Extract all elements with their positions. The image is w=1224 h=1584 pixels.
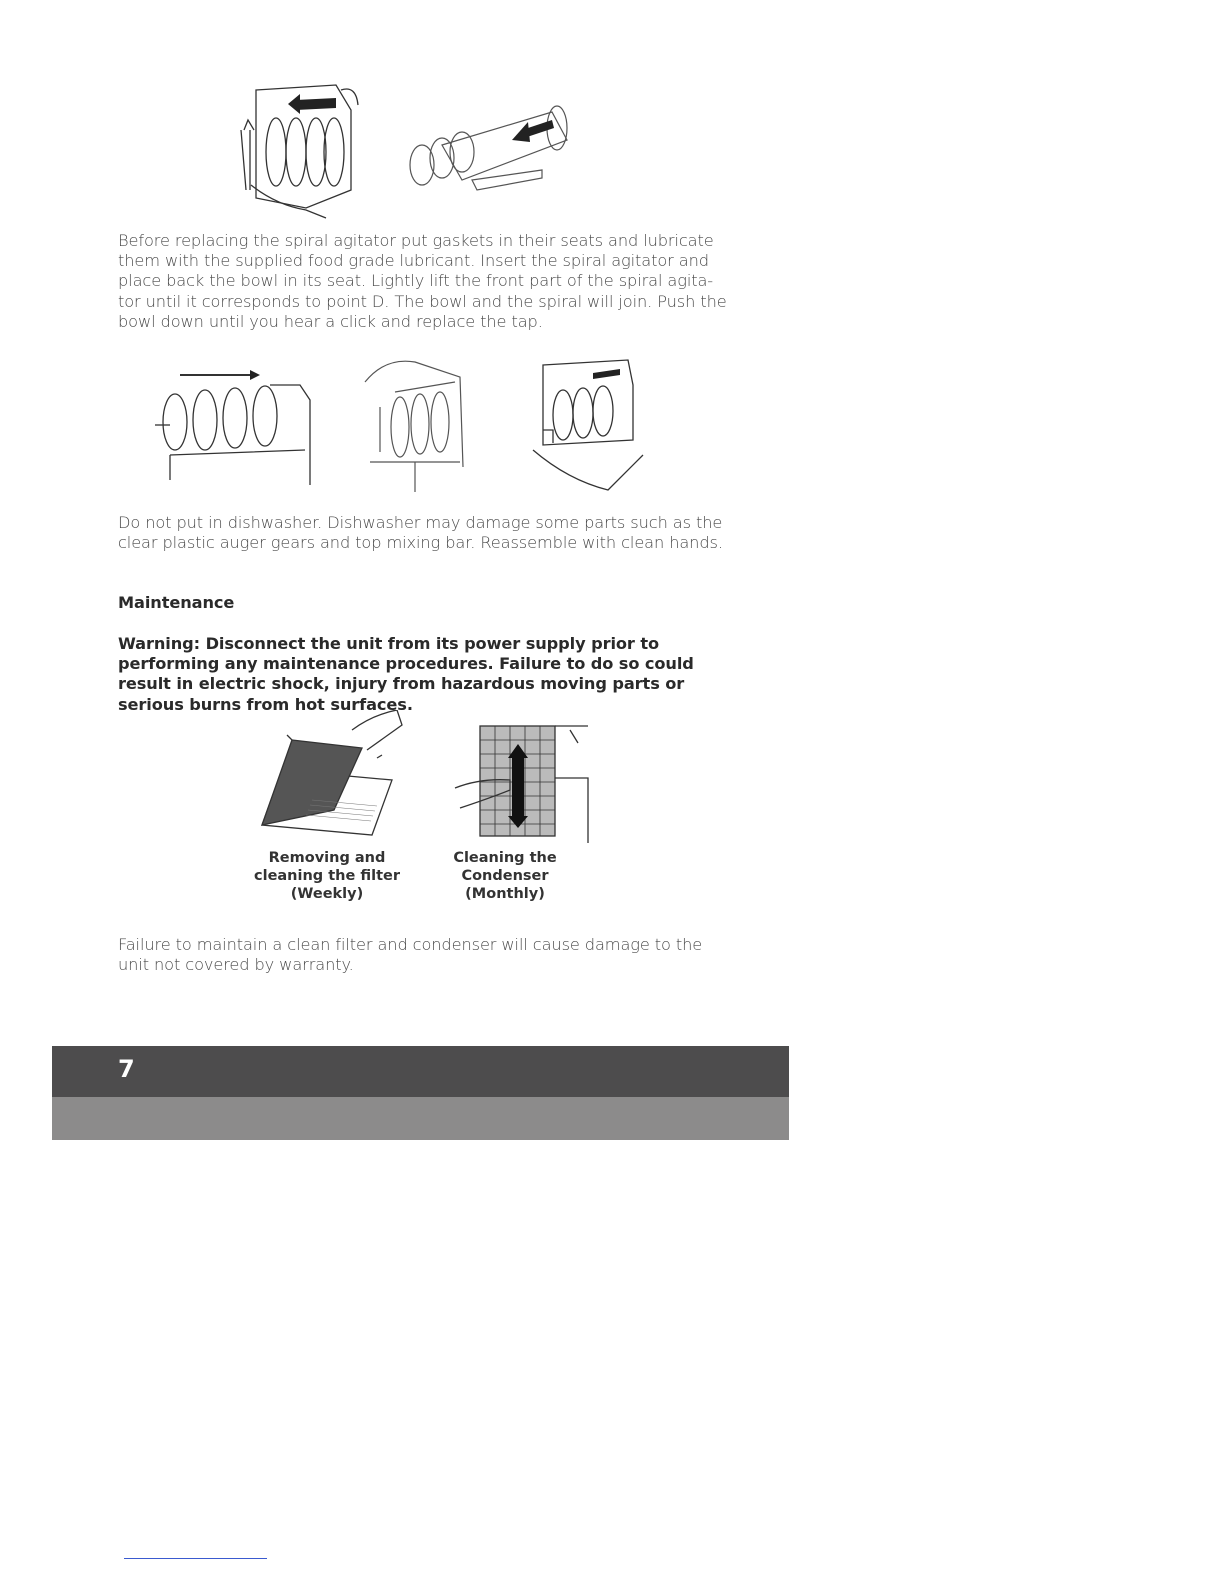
footer-band-dark (52, 1046, 789, 1097)
bowl-seat-illustration (355, 352, 470, 497)
spiral-insertion-illustration (402, 100, 577, 195)
footer-band-light (52, 1097, 789, 1140)
page-number: 7 (118, 1055, 135, 1083)
footnote-rule (124, 1558, 267, 1559)
bowl-lock-illustration (528, 355, 653, 495)
paragraph-dishwasher: Do not put in dishwasher. Dishwasher may damage some parts such as the clear plastic auger gears and top mixing bar. Reassemble with clean hands. (118, 513, 723, 553)
paragraph-spiral-replacement: Before replacing the spiral agitator put gaskets in their seats and lubricate them with the supplied food grade lubricant. Insert the spiral agitator and place back the bowl in its seat. Lightly lift the front part of the spiral agita-tor until it corresponds to point D. The bowl and the spiral will join. Push the bowl down until you hear a click and replace the tap. (118, 231, 727, 331)
maintenance-heading: Maintenance (118, 593, 235, 612)
filter-removal-illustration (252, 710, 407, 840)
condenser-cleaning-illustration (450, 718, 590, 848)
spiral-slide-illustration (150, 360, 325, 490)
warning-text: Warning: Disconnect the unit from its power supply prior to performing any maintenance procedures. Failure to do so could result in electric shock, injury from hazardous moving parts or serious burns from hot surfaces. (118, 634, 694, 714)
bowl-removal-illustration (236, 80, 366, 220)
filter-caption: Removing and cleaning the filter (Weekly) (254, 850, 400, 902)
paragraph-warranty: Failure to maintain a clean filter and condenser will cause damage to the unit not covered by warranty. (118, 935, 703, 975)
condenser-caption: Cleaning the Condenser (Monthly) (453, 850, 557, 902)
